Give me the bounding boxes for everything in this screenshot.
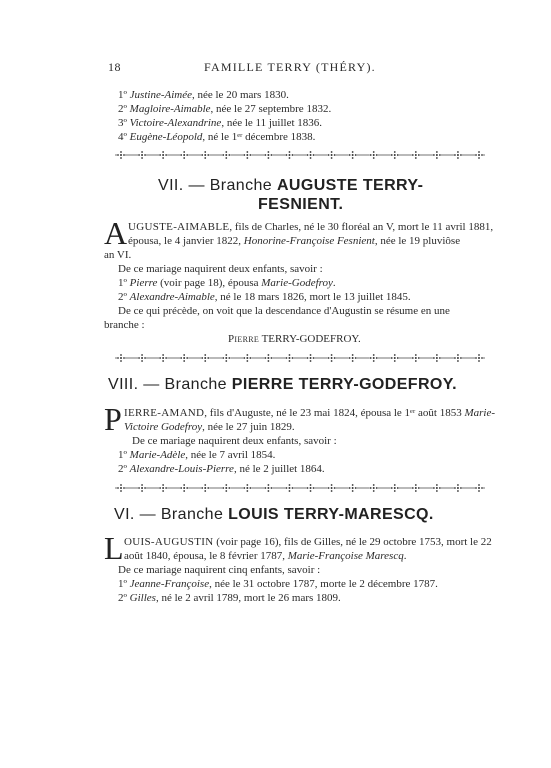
- heading-name: LOUIS TERRY-MARESCQ.: [228, 506, 434, 523]
- item-number: 2º: [118, 291, 127, 303]
- ornament-mark: [454, 483, 462, 493]
- item-number: 2º: [118, 592, 127, 604]
- ornament-mark: [349, 353, 357, 363]
- section-heading-vii-continued: [258, 196, 343, 214]
- ornament-mark: [412, 483, 420, 493]
- text-run: , née le 27 juin 1829.: [202, 421, 295, 433]
- paragraph-line: [128, 234, 460, 248]
- item-number: 1º: [118, 89, 127, 101]
- ornament-mark: [243, 353, 251, 363]
- text-run: , fils de Charles, né le 30 floréal an V, mort le 11 avril 1881,: [229, 221, 494, 233]
- list-item: [118, 462, 325, 476]
- child-name: Jeanne-Françoise: [129, 578, 210, 590]
- child-name: Alexandre-Aimable: [129, 291, 215, 303]
- child-detail: , née le 7 avril 1854.: [185, 449, 276, 461]
- ornament-mark: [475, 353, 483, 363]
- text-run: , fils d'Auguste, né le 23 mai 1824, épousa le 1ᵉʳ août 1853: [204, 407, 465, 419]
- ornament-mark: [307, 483, 315, 493]
- heading-name: FESNIENT.: [258, 196, 344, 213]
- text-run: (voir page 16), fils de Gilles, né le 29 octobre 1753, mort le 22: [213, 536, 492, 548]
- ornament-mark: [138, 483, 146, 493]
- ornament-mark: [475, 150, 483, 160]
- child-name: Justine-Aimée: [129, 89, 192, 101]
- paragraph-line: [124, 406, 495, 420]
- person-name: OUIS-AUGUSTIN: [124, 536, 214, 548]
- item-number: 3º: [118, 117, 127, 129]
- ornament-mark: [138, 353, 146, 363]
- text-run: août 1840, épousa, le 8 février 1787,: [124, 550, 288, 562]
- child-detail: , née le 27 septembre 1832.: [210, 103, 332, 115]
- child-name: Magloire-Aimable: [129, 103, 211, 115]
- child-name: Victoire-Alexandrine: [129, 117, 222, 129]
- ornament-mark: [433, 150, 441, 160]
- ornament-mark: [264, 483, 272, 493]
- item-number: 1º: [118, 277, 127, 289]
- spouse-name: Marie-: [464, 407, 495, 419]
- ornament-mark: [117, 150, 125, 160]
- ornament-mark: [454, 150, 462, 160]
- ornament-mark: [307, 150, 315, 160]
- ornament-mark: [285, 353, 293, 363]
- ornament-mark: [159, 353, 167, 363]
- ornament-mark: [201, 353, 209, 363]
- child-detail: , né le 1ᵉʳ décembre 1838.: [202, 131, 316, 143]
- child-detail: , née le 31 octobre 1787, morte le 2 décembre 1787.: [209, 578, 438, 590]
- list-item: [118, 290, 411, 304]
- drop-cap: P: [104, 401, 122, 437]
- item-number: 2º: [118, 463, 127, 475]
- ornament-mark: [201, 483, 209, 493]
- child-name: Eugène-Léopold: [129, 131, 203, 143]
- ornament-mark: [328, 150, 336, 160]
- ornament-mark: [475, 483, 483, 493]
- list-item: [118, 102, 331, 116]
- ornament-mark: [412, 353, 420, 363]
- ornament-mark: [285, 483, 293, 493]
- ornament-mark: [222, 483, 230, 493]
- list-item: [118, 88, 289, 102]
- item-number: 1º: [118, 578, 127, 590]
- running-head: [108, 60, 480, 76]
- text-run: .: [332, 277, 336, 289]
- ornament-graphic: [115, 353, 485, 363]
- ornament-mark: [222, 150, 230, 160]
- text-run: , née le 19 pluviôse: [374, 235, 461, 247]
- child-detail: , né le 2 avril 1789, mort le 26 mars 1809.: [155, 592, 341, 604]
- list-item: [118, 276, 336, 290]
- ornament-mark: [243, 483, 251, 493]
- ornament-mark: [117, 483, 125, 493]
- ornament-mark: [391, 483, 399, 493]
- paragraph-line: [128, 220, 493, 234]
- text-run: (voir page 18), épousa: [157, 277, 262, 289]
- paragraph-line: [124, 420, 295, 434]
- text-run: épousa, le 4 janvier 1822,: [128, 235, 244, 247]
- branch-name: [228, 332, 361, 346]
- ornament-divider: [115, 483, 485, 493]
- ornament-mark: [285, 150, 293, 160]
- item-number: 4º: [118, 131, 127, 143]
- section-heading-viii: [108, 376, 457, 394]
- ornament-mark: [412, 150, 420, 160]
- child-detail: , né le 18 mars 1826, mort le 13 juillet 1845.: [214, 291, 411, 303]
- ornament-mark: [370, 353, 378, 363]
- spouse-name: Victoire Godefroy: [124, 421, 203, 433]
- ornament-mark: [370, 483, 378, 493]
- paragraph-line: branche :: [104, 319, 145, 331]
- spouse-name: Marie-Françoise Marescq: [287, 550, 404, 562]
- child-name: Marie-Adèle: [129, 449, 186, 461]
- child-detail: , née le 11 juillet 1836.: [221, 117, 323, 129]
- paragraph-line: [124, 535, 492, 549]
- paragraph-line: De ce mariage naquirent deux enfants, savoir :: [132, 435, 337, 447]
- child-name: Alexandre-Louis-Pierre: [129, 463, 234, 475]
- list-item: [118, 577, 438, 591]
- ornament-divider: [115, 150, 485, 160]
- ornament-mark: [349, 150, 357, 160]
- paragraph-line: [124, 549, 406, 563]
- person-name: Pierre: [228, 333, 260, 345]
- ornament-mark: [433, 483, 441, 493]
- ornament-mark: [117, 353, 125, 363]
- heading-prefix: VI. — Branche: [114, 506, 224, 523]
- ornament-mark: [180, 150, 188, 160]
- heading-prefix: VIII. — Branche: [108, 376, 227, 393]
- ornament-mark: [138, 150, 146, 160]
- paragraph-line: De ce qui précède, on voit que la descendance d'Augustin se résume en une: [118, 305, 450, 317]
- list-item: [118, 130, 315, 144]
- ornament-graphic: [115, 150, 485, 160]
- list-item: [118, 448, 275, 462]
- ornament-mark: [391, 150, 399, 160]
- ornament-graphic: [115, 483, 485, 493]
- item-number: 1º: [118, 449, 127, 461]
- heading-name: AUGUSTE TERRY-: [276, 177, 424, 194]
- paragraph-line: De ce mariage naquirent deux enfants, savoir :: [118, 263, 323, 275]
- ornament-mark: [159, 483, 167, 493]
- text-run: .: [403, 550, 407, 562]
- ornament-mark: [328, 353, 336, 363]
- page-number: 18: [108, 60, 121, 74]
- child-name: Gilles: [129, 592, 156, 604]
- heading-prefix: VII. — Branche: [158, 177, 273, 194]
- heading-name: PIERRE TERRY-GODEFROY.: [231, 376, 457, 393]
- ornament-mark: [433, 353, 441, 363]
- drop-cap: L: [104, 530, 124, 566]
- text-run: TERRY-GODEFROY.: [259, 333, 361, 345]
- ornament-mark: [159, 150, 167, 160]
- spouse-name: Marie-Godefroy: [261, 277, 333, 289]
- section-heading-vi: [114, 506, 434, 524]
- ornament-mark: [391, 353, 399, 363]
- ornament-mark: [201, 150, 209, 160]
- list-item: [118, 116, 322, 130]
- drop-cap: A: [104, 215, 128, 251]
- paragraph-line: [104, 248, 131, 262]
- list-item: [118, 591, 341, 605]
- person-name: IERRE-AMAND: [124, 407, 205, 419]
- child-name: Pierre: [129, 277, 158, 289]
- page-header-title: FAMILLE TERRY (THÉRY).: [204, 60, 376, 74]
- ornament-mark: [307, 353, 315, 363]
- ornament-mark: [222, 353, 230, 363]
- item-number: 2º: [118, 103, 127, 115]
- ornament-mark: [328, 483, 336, 493]
- child-detail: , née le 20 mars 1830.: [191, 89, 289, 101]
- spouse-name: Honorine-Françoise Fesnient: [243, 235, 375, 247]
- child-detail: , né le 2 juillet 1864.: [233, 463, 325, 475]
- text-run: an VI.: [104, 249, 132, 261]
- ornament-mark: [180, 483, 188, 493]
- ornament-mark: [264, 353, 272, 363]
- ornament-mark: [243, 150, 251, 160]
- ornament-mark: [454, 353, 462, 363]
- section-heading-vii: [158, 177, 423, 195]
- ornament-divider: [115, 353, 485, 363]
- ornament-mark: [349, 483, 357, 493]
- ornament-mark: [370, 150, 378, 160]
- paragraph-line: De ce mariage naquirent cinq enfants, savoir :: [118, 564, 321, 576]
- person-name: UGUSTE-AIMABLE: [128, 221, 230, 233]
- ornament-mark: [264, 150, 272, 160]
- ornament-mark: [180, 353, 188, 363]
